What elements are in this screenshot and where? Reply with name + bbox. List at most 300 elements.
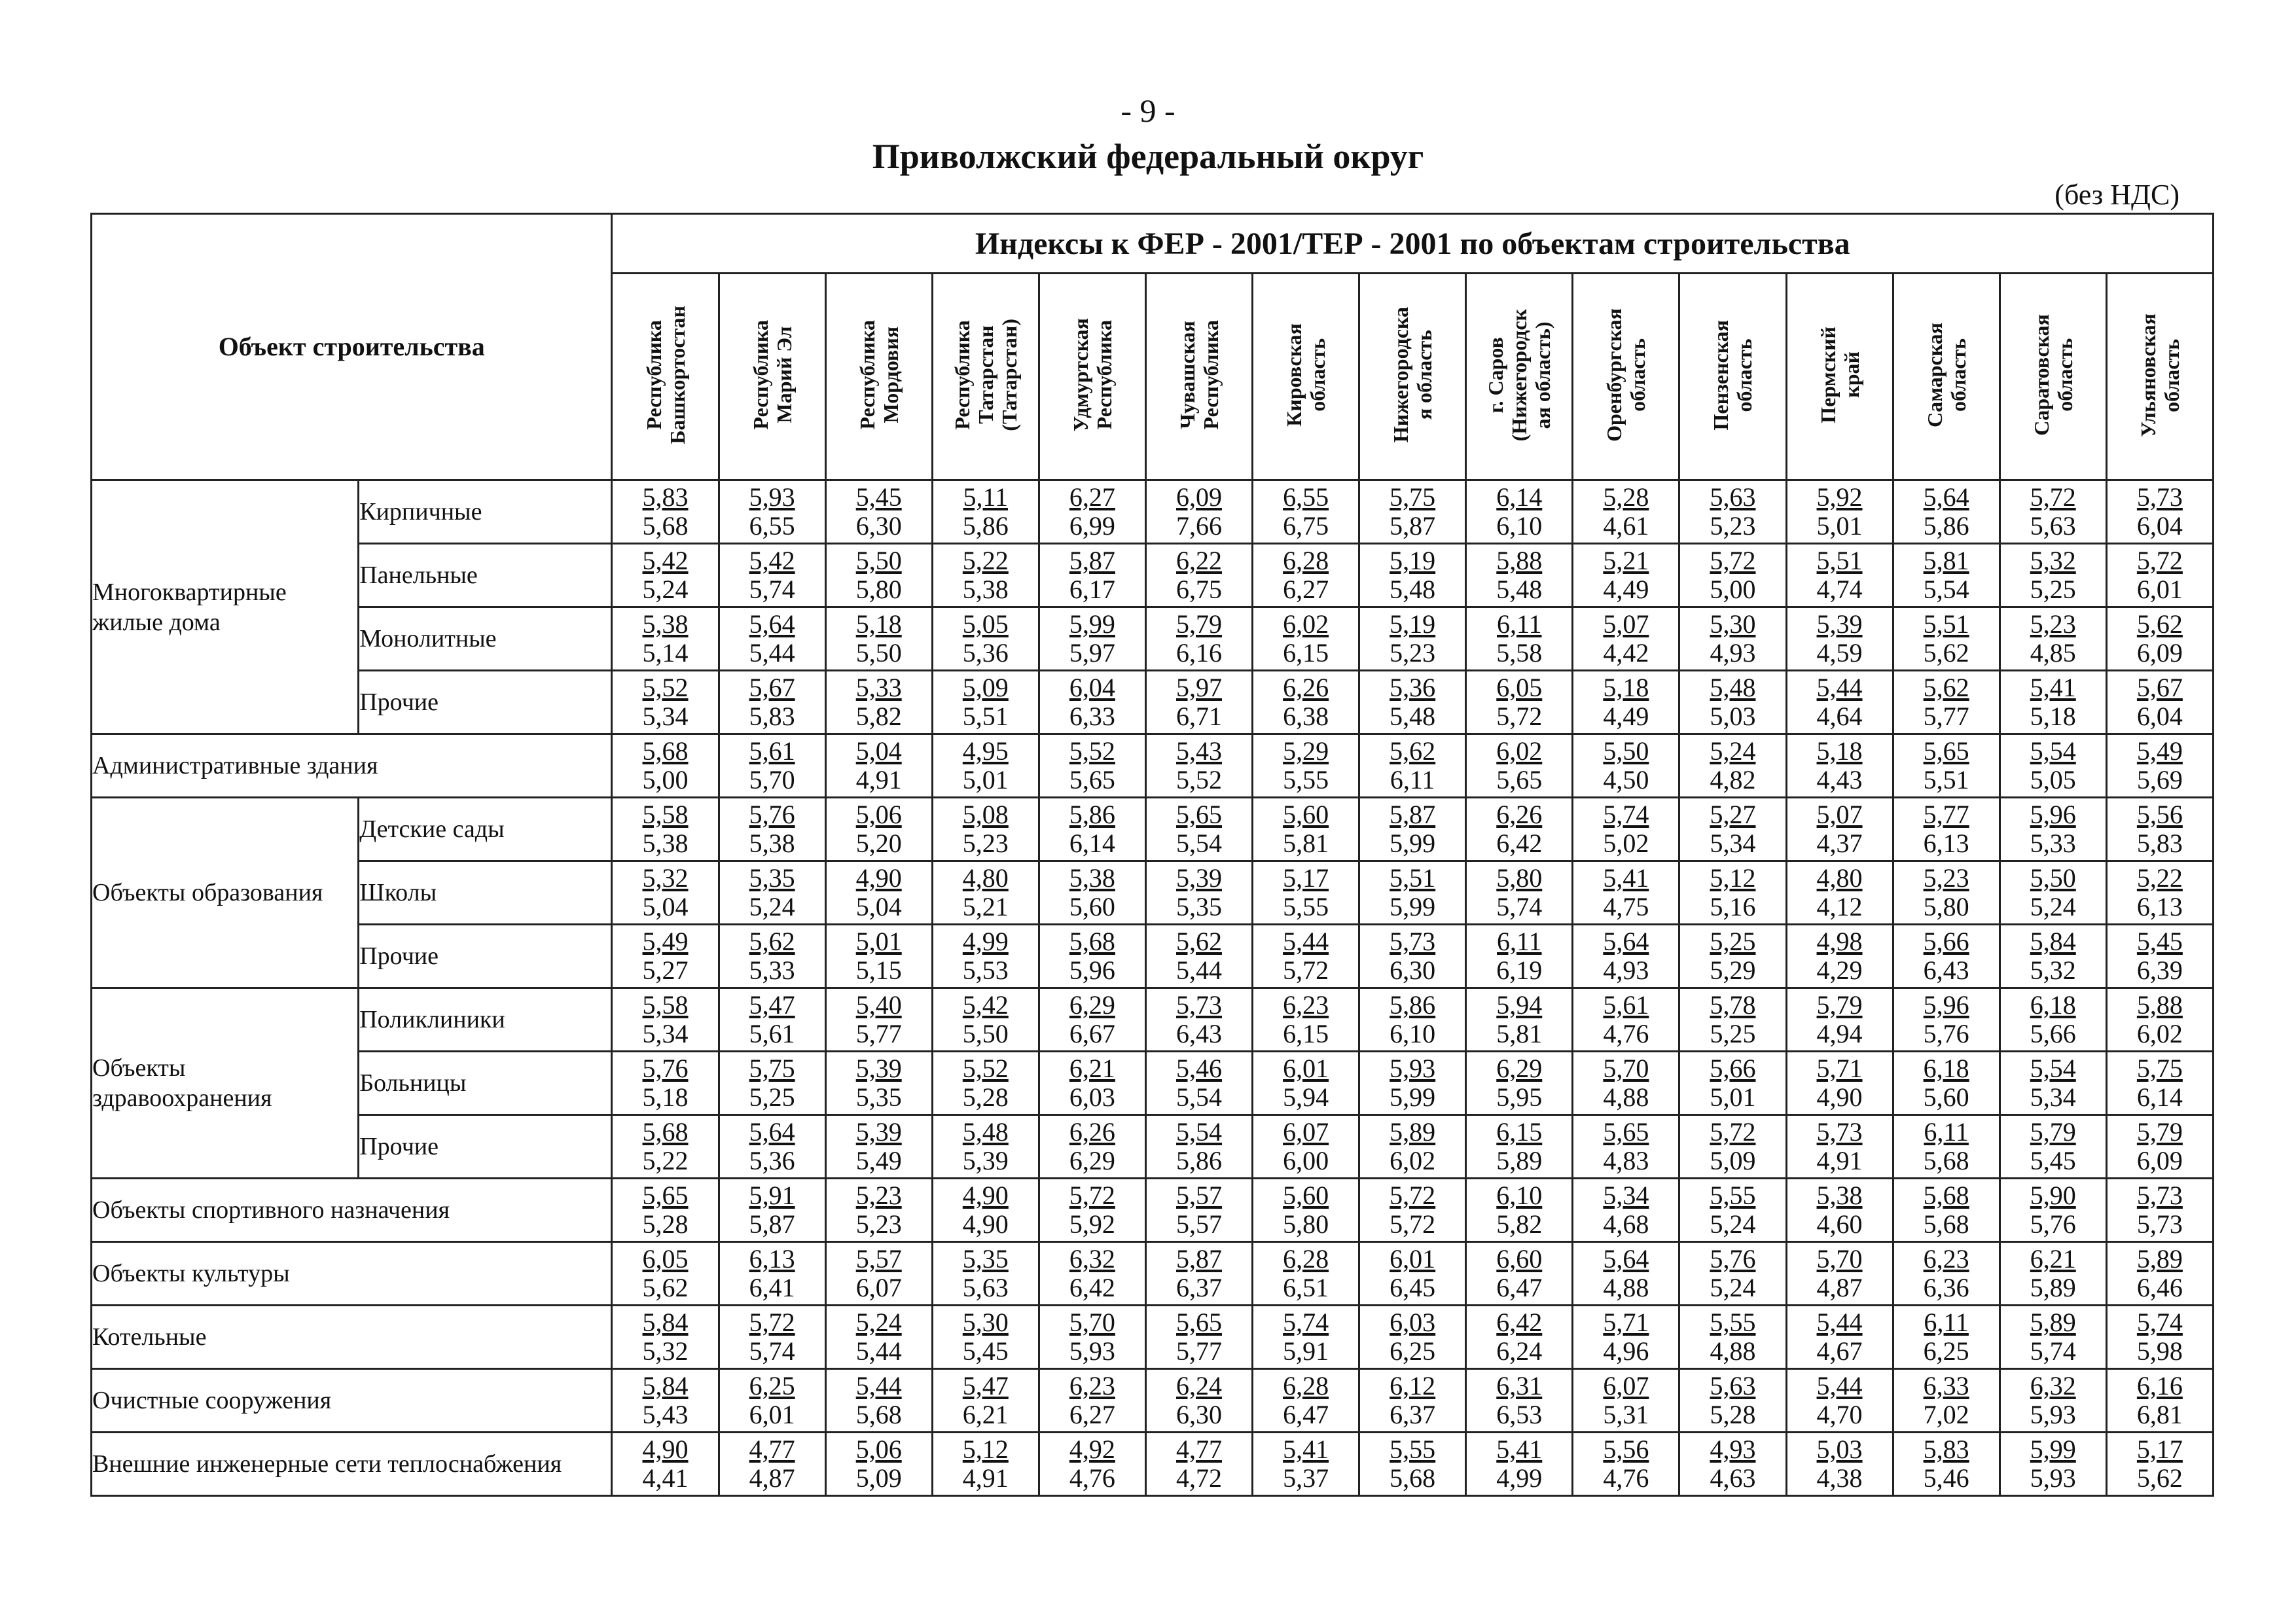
fer-index: 5,93	[1390, 1054, 1436, 1083]
fer-index: 5,51	[1816, 546, 1863, 575]
region-header	[825, 274, 932, 480]
region-label-line: Республика	[855, 320, 879, 430]
ter-index: 5,51	[1923, 765, 1969, 794]
index-cell	[1466, 1306, 1573, 1369]
index-cell	[932, 671, 1039, 734]
ter-index: 5,87	[749, 1209, 795, 1239]
index-cell	[1039, 988, 1145, 1052]
index-cell	[1039, 1052, 1145, 1115]
fer-index: 5,81	[1923, 546, 1969, 575]
region-label	[749, 320, 796, 429]
table-row	[92, 607, 2214, 671]
index-cell	[1466, 861, 1573, 925]
subtype-label: Монолитные	[359, 607, 612, 671]
table-row	[92, 1369, 2214, 1433]
ter-index: 5,54	[1175, 829, 1222, 858]
index-cell	[1039, 671, 1145, 734]
ter-index: 5,44	[749, 638, 795, 668]
ter-index: 4,63	[1710, 1463, 1756, 1493]
index-cell	[719, 1179, 825, 1242]
ter-index: 5,33	[2030, 829, 2076, 858]
index-cell	[1786, 480, 1893, 544]
region-header	[2000, 274, 2106, 480]
ter-index: 4,93	[1603, 955, 1649, 985]
ter-index: 5,54	[1175, 1082, 1222, 1112]
index-cell	[612, 925, 719, 988]
fer-index: 5,62	[749, 927, 795, 956]
ter-index: 6,00	[1283, 1146, 1329, 1175]
ter-index: 4,88	[1603, 1273, 1649, 1302]
ter-index: 5,55	[1283, 765, 1329, 794]
fer-index: 5,62	[1923, 673, 1969, 702]
fer-index: 5,61	[1603, 990, 1649, 1020]
ter-index: 6,36	[1923, 1273, 1969, 1302]
ter-index: 4,61	[1603, 511, 1649, 541]
ter-index: 4,91	[855, 765, 902, 794]
fer-index: 5,50	[2030, 863, 2076, 893]
ter-index: 5,54	[1923, 575, 1969, 604]
ter-index: 5,46	[1923, 1463, 1969, 1493]
fer-index: 5,64	[749, 1117, 795, 1147]
fer-index: 6,11	[1497, 927, 1542, 956]
index-cell	[1466, 734, 1573, 798]
fer-index: 5,68	[642, 1117, 689, 1147]
fer-index: 6,32	[1069, 1244, 1115, 1274]
fer-index: 5,84	[642, 1371, 689, 1400]
fer-index: 5,54	[2030, 736, 2076, 766]
fer-index: 5,41	[1283, 1435, 1329, 1464]
object-label: Внешние инженерные сети теплоснабжения	[92, 1433, 612, 1496]
fer-index: 4,90	[642, 1435, 689, 1464]
fer-index: 5,96	[1923, 990, 1969, 1020]
index-cell	[825, 1052, 932, 1115]
index-cell	[1786, 925, 1893, 988]
index-cell	[1145, 861, 1252, 925]
ter-index: 6,10	[1390, 1019, 1436, 1048]
region-label-line: Республика	[748, 320, 772, 430]
fer-index: 6,07	[1283, 1117, 1329, 1147]
index-cell	[719, 607, 825, 671]
fer-index: 5,74	[1283, 1308, 1329, 1337]
ter-index: 5,43	[642, 1400, 689, 1429]
ter-index: 5,94	[1283, 1082, 1329, 1112]
fer-index: 4,92	[1069, 1435, 1115, 1464]
fer-index: 5,76	[642, 1054, 689, 1083]
ter-index: 5,53	[962, 955, 1009, 985]
fer-index: 5,32	[642, 863, 689, 893]
ter-index: 5,24	[749, 892, 795, 921]
index-cell	[1573, 1306, 1679, 1369]
ter-index: 5,76	[2030, 1209, 2076, 1239]
fer-index: 5,77	[1923, 800, 1969, 829]
region-header	[1679, 274, 1786, 480]
fer-index: 5,44	[1816, 673, 1863, 702]
ter-index: 4,68	[1603, 1209, 1649, 1239]
fer-index: 5,68	[1923, 1181, 1969, 1210]
ter-index: 6,75	[1283, 511, 1329, 541]
region-label	[2030, 314, 2077, 436]
ter-index: 6,24	[1496, 1336, 1543, 1366]
fer-index: 5,17	[2136, 1435, 2183, 1464]
index-cell	[1359, 1052, 1466, 1115]
fer-index: 5,65	[1175, 1308, 1222, 1337]
fer-index: 5,44	[855, 1371, 902, 1400]
fer-index: 5,86	[1069, 800, 1115, 829]
fer-index: 5,18	[1816, 736, 1863, 766]
ter-index: 5,00	[642, 765, 689, 794]
ter-index: 4,50	[1603, 765, 1649, 794]
ter-index: 5,25	[749, 1082, 795, 1112]
ter-index: 5,69	[2136, 765, 2183, 794]
fer-index: 5,33	[855, 673, 902, 702]
index-cell	[2000, 480, 2106, 544]
index-cell	[1039, 1433, 1145, 1496]
fer-index: 5,42	[642, 546, 689, 575]
ter-index: 5,72	[1283, 955, 1329, 985]
ter-index: 5,97	[1069, 638, 1115, 668]
region-label-line: Республика	[1198, 320, 1223, 430]
index-cell	[825, 1179, 932, 1242]
ter-index: 5,35	[1175, 892, 1222, 921]
ter-index: 5,50	[855, 638, 902, 668]
fer-index: 5,72	[2030, 482, 2076, 512]
index-cell	[719, 1306, 825, 1369]
fer-index: 5,39	[855, 1054, 902, 1083]
index-cell	[1039, 1115, 1145, 1179]
index-cell	[1466, 1242, 1573, 1306]
ter-index: 4,94	[1816, 1019, 1863, 1048]
fer-index: 5,04	[855, 736, 902, 766]
index-cell	[612, 861, 719, 925]
ter-index: 5,32	[2030, 955, 2076, 985]
ter-index: 5,93	[2030, 1463, 2076, 1493]
group-label: Объекты здравоохранения	[92, 988, 359, 1179]
fer-index: 5,07	[1603, 609, 1649, 639]
region-label-line: Республика	[641, 320, 666, 430]
ter-index: 5,80	[855, 575, 902, 604]
index-cell	[1466, 1179, 1573, 1242]
table-row	[92, 861, 2214, 925]
ter-index: 6,43	[1923, 955, 1969, 985]
fer-index: 5,51	[1923, 609, 1969, 639]
fer-index: 5,52	[1069, 736, 1115, 766]
fer-index: 5,60	[1283, 1181, 1329, 1210]
ter-index: 7,66	[1175, 511, 1222, 541]
ter-index: 6,67	[1069, 1019, 1115, 1048]
ter-index: 5,77	[1923, 702, 1969, 731]
table-row	[92, 1179, 2214, 1242]
fer-index: 5,22	[2136, 863, 2183, 893]
region-label-line: Марий Эл	[772, 326, 796, 424]
ter-index: 5,48	[1496, 575, 1543, 604]
fer-index: 5,57	[855, 1244, 902, 1274]
region-header	[719, 274, 825, 480]
index-cell	[1145, 1179, 1252, 1242]
fer-index: 5,12	[1710, 863, 1756, 893]
fer-index: 6,18	[2030, 990, 2076, 1020]
index-cell	[932, 1306, 1039, 1369]
fer-index: 5,73	[1390, 927, 1436, 956]
index-cell	[825, 1433, 932, 1496]
ter-index: 5,83	[2136, 829, 2183, 858]
fer-index: 6,26	[1069, 1117, 1115, 1147]
ter-index: 4,70	[1816, 1400, 1863, 1429]
ter-index: 5,28	[1710, 1400, 1756, 1429]
table-row	[92, 734, 2214, 798]
fer-index: 4,77	[749, 1435, 795, 1464]
fer-index: 5,62	[1390, 736, 1436, 766]
region-label-line: г. Саров	[1484, 336, 1508, 414]
region-header	[2106, 274, 2213, 480]
index-cell	[1145, 1115, 1252, 1179]
fer-index: 5,89	[2136, 1244, 2183, 1274]
region-header	[1253, 274, 1359, 480]
index-cell	[1573, 1433, 1679, 1496]
region-label-line: Ульяновская	[2136, 313, 2160, 437]
fer-index: 5,90	[2030, 1181, 2076, 1210]
ter-index: 4,99	[1496, 1463, 1543, 1493]
fer-index: 6,07	[1603, 1371, 1649, 1400]
index-cell	[1039, 925, 1145, 988]
ter-index: 4,64	[1816, 702, 1863, 731]
region-header	[1573, 274, 1679, 480]
fer-index: 5,35	[962, 1244, 1009, 1274]
index-cell	[2000, 1052, 2106, 1115]
fer-index: 6,01	[1283, 1054, 1329, 1083]
index-cell	[1893, 544, 2000, 607]
index-cell	[1253, 988, 1359, 1052]
fer-index: 5,70	[1069, 1308, 1115, 1337]
fer-index: 5,84	[2030, 927, 2076, 956]
index-cell	[932, 1052, 1039, 1115]
table-row	[92, 925, 2214, 988]
fer-index: 5,91	[749, 1181, 795, 1210]
fer-index: 5,25	[1710, 927, 1756, 956]
fer-index: 6,32	[2030, 1371, 2076, 1400]
fer-index: 6,02	[1496, 736, 1543, 766]
region-label-line: Республика	[950, 320, 974, 430]
ter-index: 5,24	[642, 575, 689, 604]
fer-index: 5,38	[1816, 1181, 1863, 1210]
ter-index: 6,46	[2136, 1273, 2183, 1302]
fer-index: 5,21	[1603, 546, 1649, 575]
ter-index: 6,55	[749, 511, 795, 541]
index-cell	[719, 734, 825, 798]
fer-index: 4,80	[1816, 863, 1863, 893]
index-cell	[932, 988, 1039, 1052]
fer-index: 6,05	[642, 1244, 689, 1274]
subtype-label: Прочие	[359, 925, 612, 988]
ter-index: 5,74	[1496, 892, 1543, 921]
ter-index: 5,93	[1069, 1336, 1115, 1366]
fer-index: 5,55	[1710, 1308, 1756, 1337]
index-cell	[825, 1306, 932, 1369]
ter-index: 6,75	[1175, 575, 1222, 604]
index-cell	[1573, 798, 1679, 861]
index-cell	[1573, 1052, 1679, 1115]
ter-index: 5,87	[1390, 511, 1436, 541]
index-cell	[1359, 607, 1466, 671]
ter-index: 4,43	[1816, 765, 1863, 794]
ter-index: 7,02	[1923, 1400, 1969, 1429]
fer-index: 5,42	[962, 990, 1009, 1020]
fer-index: 5,43	[1175, 736, 1222, 766]
ter-index: 4,67	[1816, 1336, 1863, 1366]
region-label-line: Саратовская	[2029, 314, 2053, 436]
index-cell	[825, 925, 932, 988]
ter-index: 5,60	[1069, 892, 1115, 921]
fer-index: 5,55	[1390, 1435, 1436, 1464]
ter-index: 6,37	[1390, 1400, 1436, 1429]
index-cell	[719, 925, 825, 988]
index-cell	[1359, 925, 1466, 988]
fer-index: 5,68	[1069, 927, 1115, 956]
index-cell	[1893, 607, 2000, 671]
index-cell	[1679, 1369, 1786, 1433]
ter-index: 4,90	[962, 1209, 1009, 1239]
ter-index: 5,81	[1283, 829, 1329, 858]
ter-index: 5,18	[642, 1082, 689, 1112]
fer-index: 5,76	[749, 800, 795, 829]
index-cell	[1573, 671, 1679, 734]
ter-index: 5,83	[749, 702, 795, 731]
index-cell	[2000, 544, 2106, 607]
fer-index: 6,28	[1283, 1371, 1329, 1400]
fer-index: 4,77	[1175, 1435, 1222, 1464]
fer-index: 6,13	[749, 1244, 795, 1274]
index-cell	[1466, 1369, 1573, 1433]
ter-index: 4,87	[749, 1463, 795, 1493]
ter-index: 5,74	[749, 1336, 795, 1366]
index-cell	[612, 988, 719, 1052]
ter-index: 4,87	[1816, 1273, 1863, 1302]
ter-index: 6,53	[1496, 1400, 1543, 1429]
index-cell	[1466, 988, 1573, 1052]
ter-index: 5,52	[1175, 765, 1222, 794]
ter-index: 6,99	[1069, 511, 1115, 541]
ter-index: 6,81	[2136, 1400, 2183, 1429]
ter-index: 5,68	[642, 511, 689, 541]
ter-index: 5,39	[962, 1146, 1009, 1175]
ter-index: 5,72	[1390, 1209, 1436, 1239]
ter-index: 5,68	[855, 1400, 902, 1429]
ter-index: 5,61	[749, 1019, 795, 1048]
ter-index: 4,38	[1816, 1463, 1863, 1493]
index-cell	[1573, 1115, 1679, 1179]
ter-index: 5,74	[2030, 1336, 2076, 1366]
fer-index: 5,66	[1923, 927, 1969, 956]
index-cell	[1466, 925, 1573, 988]
region-label-line: Пензенская	[1709, 319, 1733, 431]
ter-index: 4,91	[962, 1463, 1009, 1493]
index-cell	[719, 544, 825, 607]
index-cell	[612, 544, 719, 607]
region-label	[642, 306, 689, 444]
index-cell	[2106, 480, 2213, 544]
index-cell	[1466, 1115, 1573, 1179]
index-cell	[1679, 671, 1786, 734]
fer-index: 5,08	[962, 800, 1009, 829]
ter-index: 5,57	[1175, 1209, 1222, 1239]
ter-index: 6,11	[1390, 765, 1435, 794]
index-cell	[1893, 1052, 2000, 1115]
index-cell	[1786, 1052, 1893, 1115]
ter-index: 5,50	[962, 1019, 1009, 1048]
table-row	[92, 1115, 2214, 1179]
index-cell	[1466, 1052, 1573, 1115]
ter-index: 5,36	[749, 1146, 795, 1175]
fer-index: 5,06	[855, 800, 902, 829]
index-cell	[825, 671, 932, 734]
index-cell	[719, 798, 825, 861]
fer-index: 6,21	[2030, 1244, 2076, 1274]
fer-index: 5,28	[1603, 482, 1649, 512]
index-cell	[1253, 861, 1359, 925]
ter-index: 4,49	[1603, 702, 1649, 731]
fer-index: 5,64	[1923, 482, 1969, 512]
ter-index: 5,09	[1710, 1146, 1756, 1175]
ter-index: 5,38	[642, 829, 689, 858]
fer-index: 4,95	[962, 736, 1009, 766]
region-label-line: Оренбургская	[1602, 308, 1626, 442]
fer-index: 5,70	[1603, 1054, 1649, 1083]
index-cell	[1893, 1115, 2000, 1179]
index-cell	[1679, 607, 1786, 671]
index-cell	[1145, 1052, 1252, 1115]
ter-index: 4,93	[1710, 638, 1756, 668]
index-cell	[1253, 607, 1359, 671]
fer-index: 6,16	[2136, 1371, 2183, 1400]
index-cell	[932, 1242, 1039, 1306]
region-label-line: (Нижегородск	[1507, 308, 1532, 442]
fer-index: 5,48	[1710, 673, 1756, 702]
ter-index: 6,15	[1283, 638, 1329, 668]
index-cell	[1466, 1433, 1573, 1496]
ter-index: 4,29	[1816, 955, 1863, 985]
index-cell	[719, 1242, 825, 1306]
fer-index: 6,28	[1283, 1244, 1329, 1274]
region-label-line: область	[1626, 338, 1650, 412]
index-cell	[1679, 1306, 1786, 1369]
index-cell	[612, 1052, 719, 1115]
fer-index: 5,94	[1496, 990, 1543, 1020]
index-cell	[719, 480, 825, 544]
fer-index: 5,47	[962, 1371, 1009, 1400]
fer-index: 6,23	[1283, 990, 1329, 1020]
ter-index: 6,21	[962, 1400, 1009, 1429]
object-header: Объект строительства	[92, 214, 612, 480]
fer-index: 5,49	[2136, 736, 2183, 766]
index-cell	[1893, 925, 2000, 988]
index-cell	[2106, 1306, 2213, 1369]
index-cell	[612, 1306, 719, 1369]
region-label	[1069, 318, 1116, 431]
ter-index: 4,49	[1603, 575, 1649, 604]
fer-index: 4,90	[962, 1181, 1009, 1210]
index-cell	[932, 1433, 1039, 1496]
index-cell	[825, 1115, 932, 1179]
fer-index: 5,73	[1816, 1117, 1863, 1147]
region-label-line: Чувашская	[1175, 321, 1199, 429]
fer-index: 5,55	[1710, 1181, 1756, 1210]
ter-index: 6,09	[2136, 1146, 2183, 1175]
index-cell	[1786, 1242, 1893, 1306]
ter-index: 5,25	[1710, 1019, 1756, 1048]
ter-index: 5,96	[1069, 955, 1115, 985]
ter-index: 5,62	[642, 1273, 689, 1302]
ter-index: 5,04	[642, 892, 689, 921]
ter-index: 5,62	[1923, 638, 1969, 668]
